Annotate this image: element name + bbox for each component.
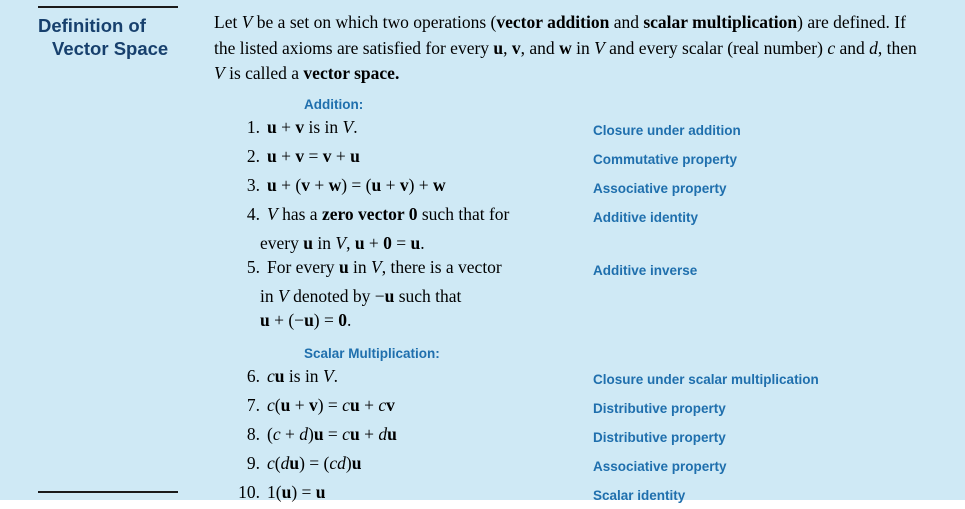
axiom-statement-continuation: every u in V, u + 0 = u. [260, 232, 425, 253]
top-rule [38, 6, 178, 8]
axiom-number: 2. [246, 145, 260, 166]
axiom-item [214, 451, 944, 479]
axiom-item [214, 173, 944, 201]
axiom-statement: cu is in V. [267, 365, 339, 386]
axiom-property: Scalar identity [593, 487, 686, 503]
axiom-item [214, 115, 944, 143]
axiom-statement: c(u + v) = cu + cv [267, 394, 395, 415]
scalar-multiplication-section-heading: Scalar Multiplication: [304, 345, 440, 361]
axiom-item [214, 393, 944, 421]
axiom-property: Associative property [593, 458, 727, 474]
axiom-statement: For every u in V, there is a vector [267, 256, 502, 277]
axiom-item [214, 202, 944, 255]
axiom-number: 4. [246, 203, 260, 224]
addition-axiom-list [214, 115, 944, 332]
axiom-statement: (c + d)u = cu + du [267, 423, 397, 444]
axiom-number: 7. [246, 394, 260, 415]
axiom-item [214, 364, 944, 392]
axiom-property: Distributive property [593, 400, 726, 416]
axiom-item [214, 422, 944, 450]
axiom-statement: u + v is in V. [267, 116, 358, 137]
addition-section-heading: Addition: [304, 96, 364, 112]
definition-content [214, 10, 944, 509]
axiom-statement: u + (v + w) = (u + v) + w [267, 174, 446, 195]
axiom-statement-continuation-2: u + (−u) = 0. [260, 309, 352, 330]
axiom-number: 1. [246, 116, 260, 137]
axiom-property: Closure under scalar multiplication [593, 371, 819, 387]
axiom-property: Associative property [593, 180, 727, 196]
axiom-item [214, 480, 944, 508]
axiom-item [214, 255, 944, 332]
definition-title-line2: Vector Space [52, 38, 169, 59]
axiom-property: Closure under addition [593, 122, 741, 138]
scalar-axiom-list [214, 364, 944, 508]
axiom-number: 3. [246, 174, 260, 195]
axiom-number: 10. [238, 481, 260, 502]
axiom-number: 5. [246, 256, 260, 277]
axiom-statement: c(du) = (cd)u [267, 452, 362, 473]
axiom-property: Additive inverse [593, 262, 698, 278]
axiom-number: 6. [246, 365, 260, 386]
axiom-property: Distributive property [593, 429, 726, 445]
axiom-statement: u + v = v + u [267, 145, 360, 166]
definition-title-line1: Definition of [38, 15, 146, 36]
bottom-rule [38, 491, 178, 493]
axiom-statement: 1(u) = u [267, 481, 326, 502]
axiom-item [214, 144, 944, 172]
axiom-property: Commutative property [593, 151, 738, 167]
axiom-number: 9. [246, 452, 260, 473]
axiom-number: 8. [246, 423, 260, 444]
axiom-statement-continuation: in V denoted by −u such that [260, 285, 462, 306]
axiom-statement: V has a zero vector 0 such that for [267, 203, 510, 224]
axiom-property: Additive identity [593, 209, 699, 225]
definition-intro: Let V be a set on which two operations (vector addition and scalar multiplication) are defined. If the listed axioms are satisfied for every u, v, and w in V and every scalar (real number) c and d, then V is called a vector space. [214, 12, 917, 83]
definition-title [38, 14, 188, 60]
